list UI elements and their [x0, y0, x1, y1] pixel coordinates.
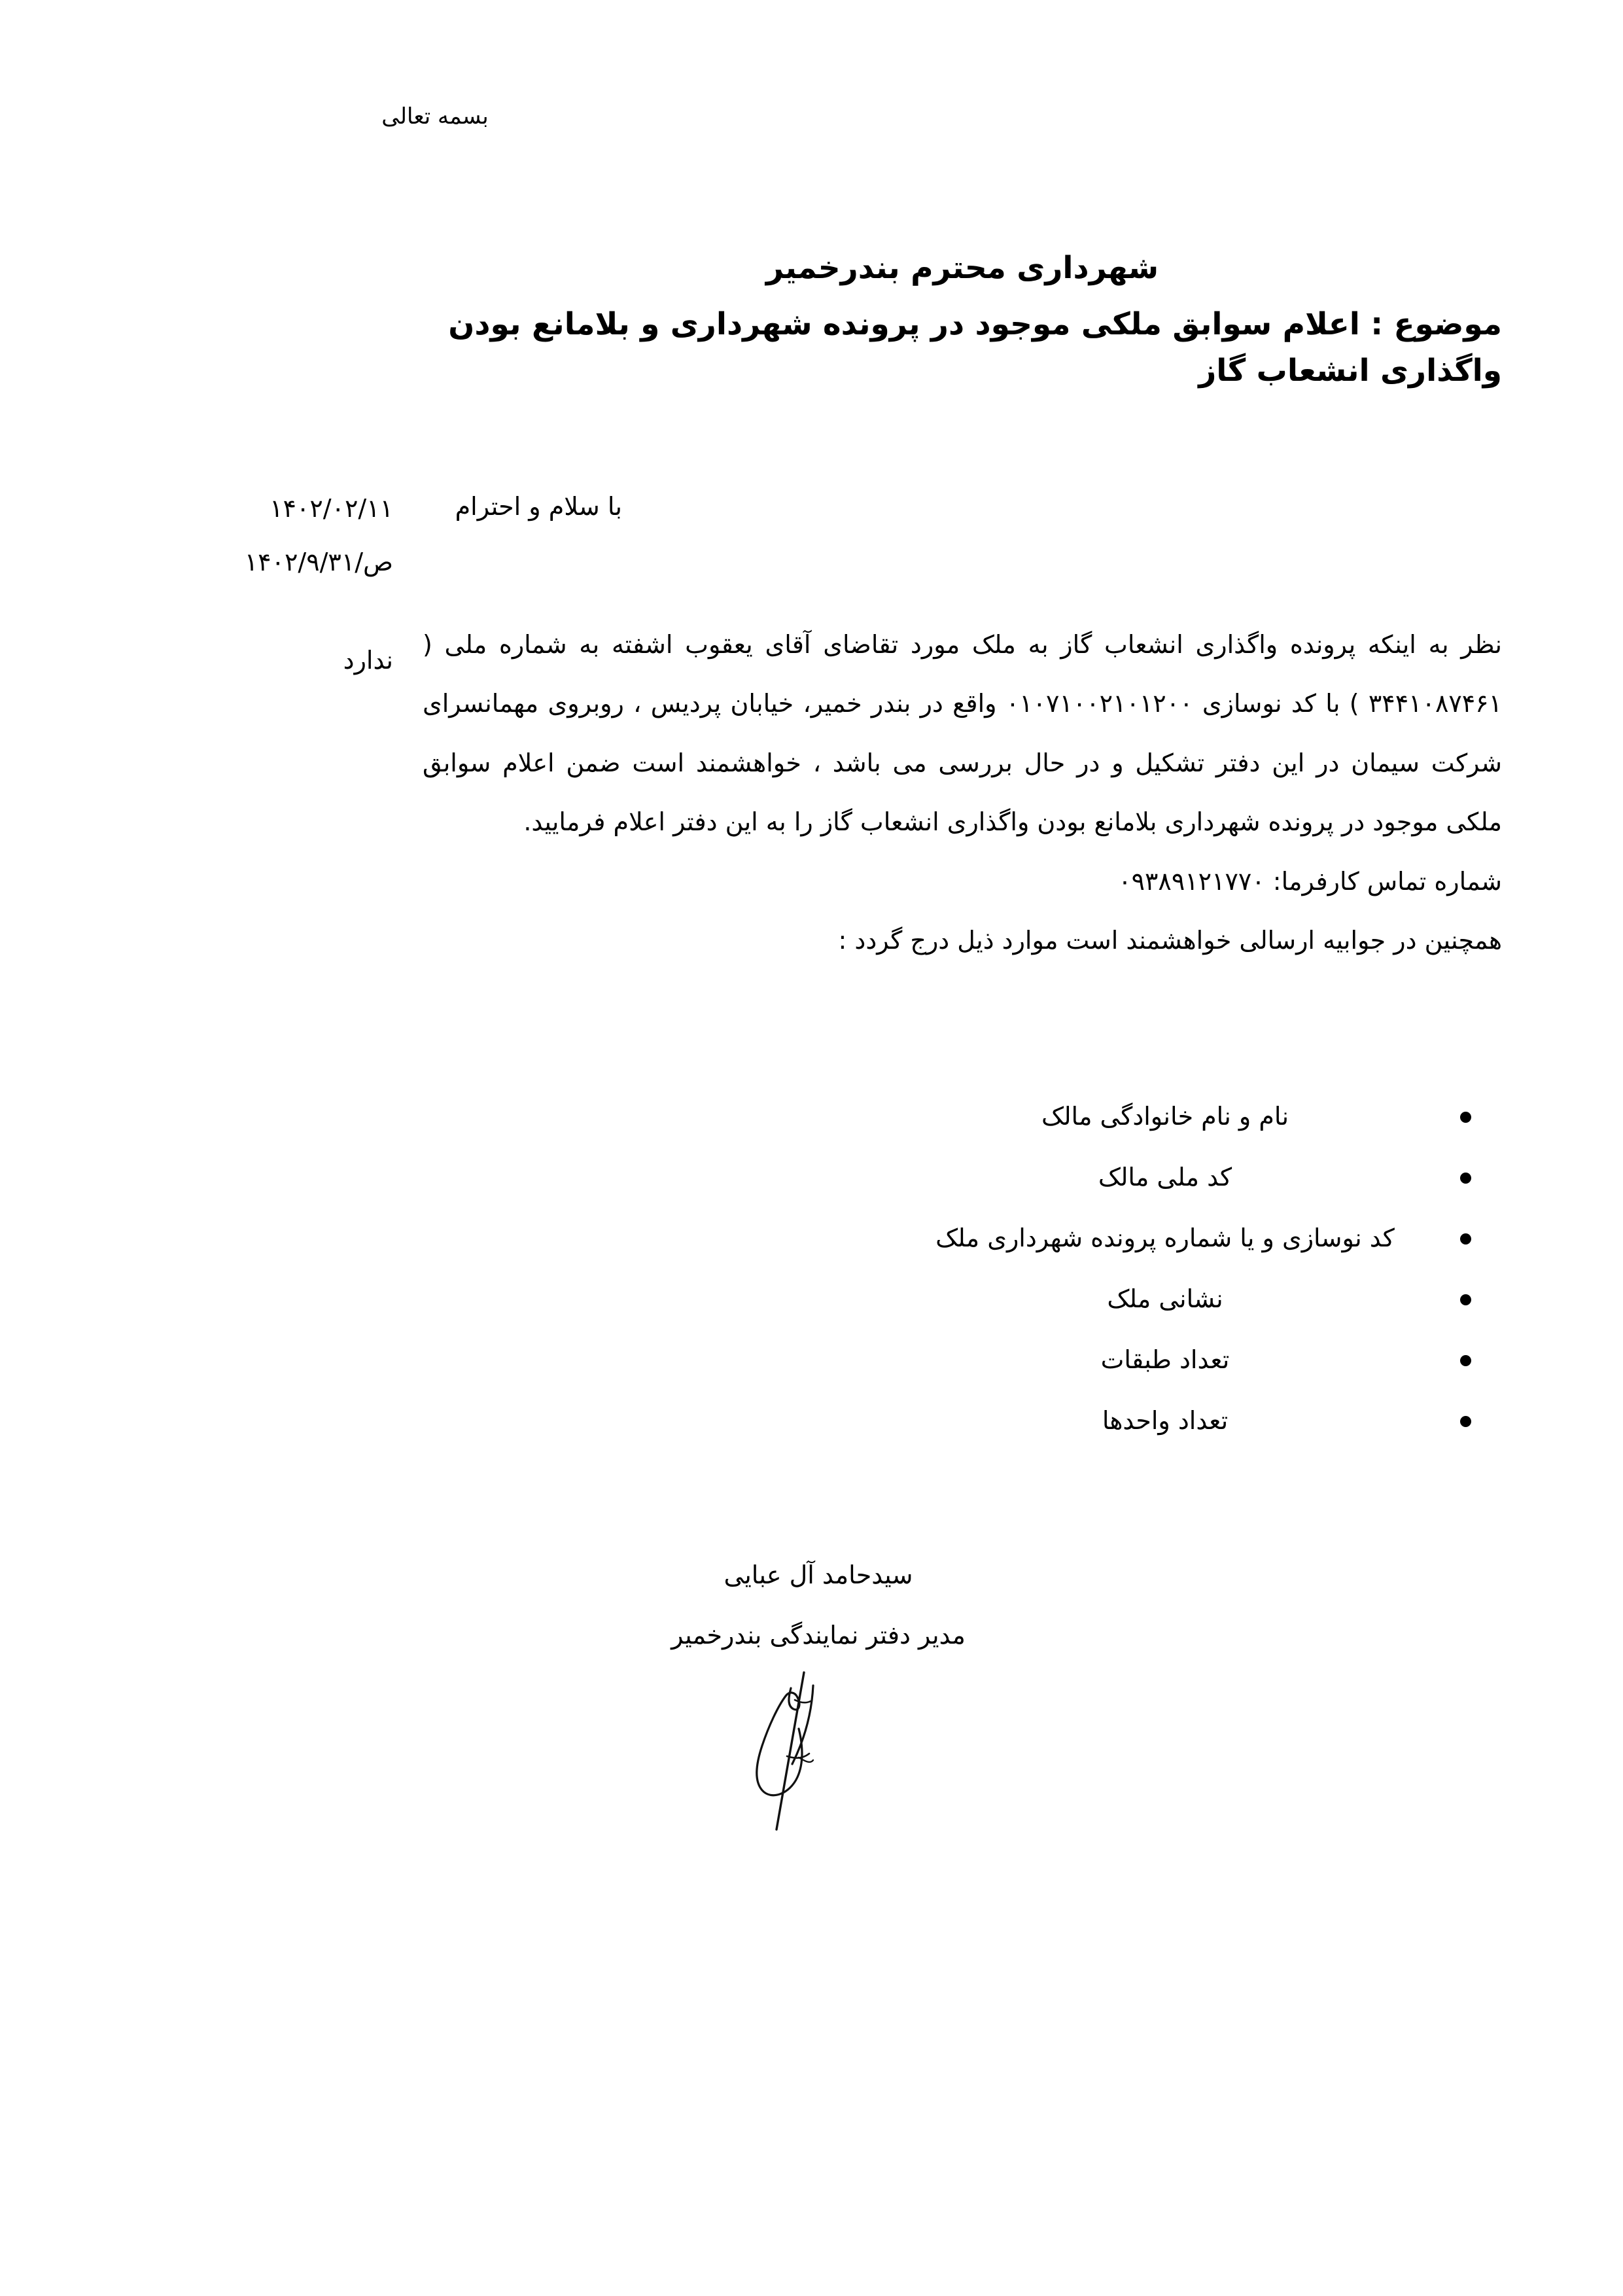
- list-item: [423, 1390, 1502, 1451]
- title-block: [423, 245, 1502, 394]
- letter-attachment-status: ندارد: [343, 646, 393, 675]
- list-item-label: نشانی ملک: [1107, 1284, 1223, 1313]
- list-item-label: کد نوسازی و یا شماره پرونده شهرداری ملک: [935, 1224, 1395, 1252]
- bullet-icon: [1460, 1294, 1471, 1305]
- letter-meta-block: [138, 496, 393, 673]
- reply-request-line: همچنین در جوابیه ارسالی خواهشمند است موارد ذیل درج گردد :: [838, 926, 1502, 955]
- list-item-label: نام و نام خانوادگی مالک: [1041, 1102, 1289, 1131]
- list-item-label: کد ملی مالک: [1098, 1163, 1232, 1192]
- list-item-label: تعداد واحدها: [1102, 1406, 1229, 1435]
- recipient-organization-title: شهرداری محترم بندرخمیر: [765, 250, 1159, 286]
- bullet-icon: [1460, 1173, 1471, 1184]
- list-item: [423, 1086, 1502, 1147]
- bullet-icon: [1460, 1416, 1471, 1427]
- required-items-list: [423, 1086, 1502, 1451]
- bullet-icon: [1460, 1355, 1471, 1366]
- signatory-name: سیدحامد آل عبایی: [724, 1561, 913, 1589]
- subject-line: موضوع : اعلام سوابق ملکی موجود در پرونده شهرداری و بلامانع بودن واگذاری انشعاب گاز: [448, 306, 1502, 389]
- body-paragraph: نظر به اینکه پرونده واگذاری انشعاب گاز به ملک مورد تقاضای آقای یعقوب اشفته به شماره ملی ( ۳۴۴۱۰۸۷۴۶۱ ) با کد نوسازی ۰۱۰۷۱۰۰۲۱۰۱۲۰۰ واقع در بندر خمیر، خیابان پردیس ، روبروی مهمانسرای شرکت سیمان در این دفتر تشکیل و در حال بررسی می باشد ، خواهشمند است ضمن اعلام سوابق ملکی موجود در پرونده شهرداری بلامانع بودن واگذاری انشعاب گاز را به این دفتر اعلام فرمایید.: [423, 630, 1502, 837]
- greeting-line: با سلام و احترام: [455, 492, 622, 521]
- list-item-label: تعداد طبقات: [1100, 1345, 1230, 1374]
- signature-block: [589, 1563, 1047, 1648]
- list-item: [423, 1208, 1502, 1269]
- handwritten-signature-icon: [714, 1666, 884, 1836]
- bullet-icon: [1460, 1112, 1471, 1123]
- letter-reference-number: ص/۱۴۰۲/۹/۳۱: [244, 548, 393, 576]
- employer-contact-line: شماره تماس کارفرما: ۰۹۳۸۹۱۲۱۷۷۰: [1118, 866, 1502, 896]
- list-item: [423, 1147, 1502, 1208]
- list-item: [423, 1269, 1502, 1330]
- letter-body: [423, 615, 1502, 970]
- basmala-header: بسمه تعالی: [381, 103, 489, 130]
- bullet-icon: [1460, 1233, 1471, 1245]
- letter-date: ۱۴۰۲/۰۲/۱۱: [270, 494, 393, 523]
- list-item: [423, 1330, 1502, 1390]
- signatory-title: مدیر دفتر نمایندگی بندرخمیر: [671, 1621, 966, 1650]
